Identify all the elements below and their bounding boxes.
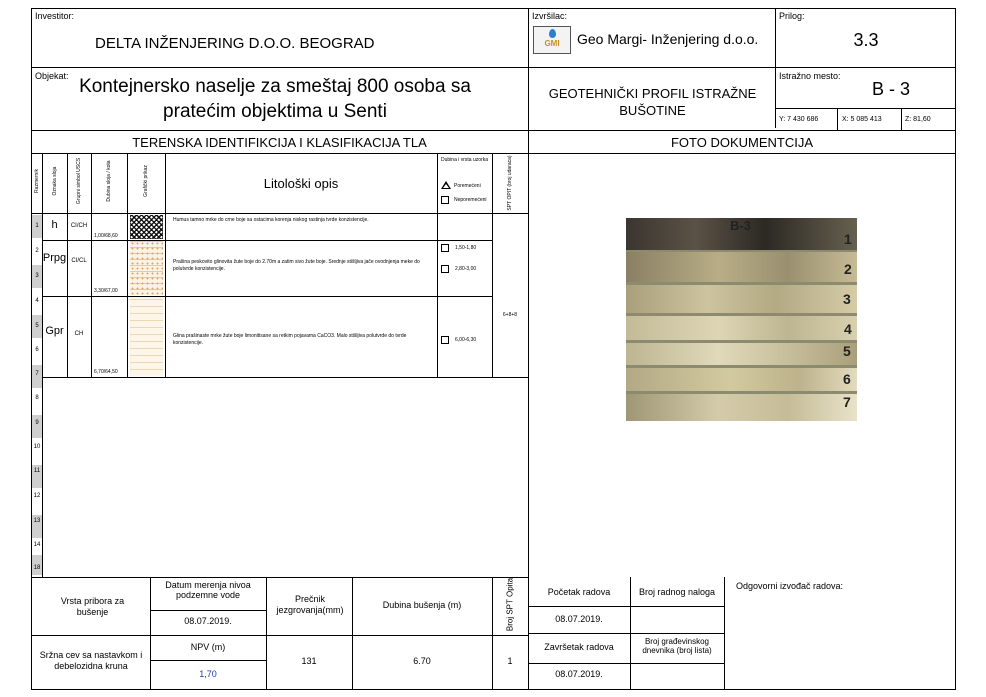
layer-depth: 1,00/68,60 <box>94 233 118 239</box>
equipment-value: Sržna cev sa nastavkom i debelozidna kruna <box>39 650 143 671</box>
divider <box>31 635 266 636</box>
coord-y: Y: 7 430 686 <box>779 116 819 123</box>
col-layer-mark: Oznaka sloja <box>52 166 58 196</box>
layer-description: Glina prašinaste mrke žute boje limonitisane sa retkim pojavama CaCO3. Malo stišljiva polutvrde do tvrde konzistencije. <box>173 333 407 346</box>
core-row-4 <box>626 316 857 340</box>
col-depth: Dubina sloja / kota <box>106 160 112 202</box>
row-number: 5 <box>35 323 39 329</box>
square-icon <box>441 196 449 204</box>
logo-text: GMI <box>544 39 560 48</box>
row-number: 10 <box>33 444 41 450</box>
photo-section-title: FOTO DOKUMENTCIJA <box>670 135 814 150</box>
divider <box>31 130 956 131</box>
coord-z: Z: 81,60 <box>905 116 931 123</box>
contractor-label: Odgovorni izvođač radova: <box>736 581 844 591</box>
layer-depth: 3,30/67,00 <box>94 288 118 294</box>
row-number: 1 <box>35 223 39 229</box>
layer-mark: Gpr <box>45 325 64 337</box>
box-number: 3 <box>843 291 851 307</box>
company-logo <box>533 26 571 54</box>
site-value: B - 3 <box>872 79 911 99</box>
divider <box>42 377 528 378</box>
core-row-6 <box>626 368 857 391</box>
layer-mark: h <box>51 219 58 231</box>
npv-value: 1,70 <box>199 669 217 679</box>
spt-count-value: 1 <box>507 656 513 666</box>
depth-label: Dubina bušenja (m) <box>382 600 462 610</box>
start-value: 08.07.2019. <box>555 614 603 624</box>
photo-label: B-3 <box>730 218 751 233</box>
divider <box>528 663 724 664</box>
col-scale: Razmernik <box>34 169 40 193</box>
diary-label: Broj građevinskog dnevnika (broj lista) <box>642 637 712 656</box>
divider <box>352 577 353 690</box>
spt-count-label: Broj SPT Opita <box>505 577 515 632</box>
row-number: 6 <box>35 347 39 353</box>
clay-pattern <box>130 297 163 376</box>
box-number: 2 <box>844 261 852 277</box>
col-graphic: Grafički prikaz <box>143 165 149 197</box>
box-number: 4 <box>844 321 852 337</box>
row-number: 7 <box>35 371 39 377</box>
investor-name: DELTA INŽENJERING D.O.O. BEOGRAD <box>95 35 375 52</box>
diameter-value: 131 <box>301 656 317 666</box>
coord-x: X: 5 085 413 <box>842 116 882 123</box>
row-number: 13 <box>33 518 41 524</box>
divider <box>837 108 838 130</box>
scale-shade <box>32 415 42 438</box>
attachment-value: 3.3 <box>853 30 879 50</box>
divider <box>31 153 956 154</box>
divider <box>266 577 267 690</box>
divider <box>31 67 956 68</box>
divider <box>528 633 724 634</box>
row-number: 4 <box>35 298 39 304</box>
spt-value: 6+8+8 <box>502 312 518 318</box>
layer-description: Prašina peskovito glinovita žute boje do 2.70m a zatim sivo žute boje. Srednje stišljiva jače ovodnjenja meke do polutvrde konzistencije. <box>173 259 420 272</box>
row-number: 2 <box>35 248 39 254</box>
divider <box>127 153 128 377</box>
end-label: Završetak radova <box>544 642 614 652</box>
water-drop-icon <box>549 29 556 38</box>
core-row-3 <box>626 285 857 313</box>
end-value: 08.07.2019. <box>555 669 603 679</box>
uscs-symbol: CI/CL <box>71 258 87 264</box>
uscs-symbol: CH <box>74 331 84 337</box>
profile-title-line-1: GEOTEHNIČKI PROFIL ISTRAŽNE <box>548 86 757 101</box>
divider <box>492 577 493 690</box>
box-number: 1 <box>844 231 852 247</box>
investor-label: Investitor: <box>35 11 75 21</box>
attachment-label: Prilog: <box>779 11 805 21</box>
object-label: Objekat: <box>35 71 69 81</box>
profile-title-line-2: BUŠOTINE <box>619 103 686 118</box>
box-number: 5 <box>843 343 851 359</box>
divider <box>901 108 902 130</box>
divider <box>150 610 266 611</box>
row-number: 3 <box>35 273 39 279</box>
square-icon <box>441 265 449 273</box>
uscs-symbol: CI/CH <box>70 223 88 229</box>
site-label: Istražno mesto: <box>779 71 841 81</box>
divider <box>492 153 493 377</box>
sample-depth: 2,80-3,00 <box>455 266 477 272</box>
core-row-7 <box>626 394 857 421</box>
triangle-icon-inner <box>443 184 449 188</box>
sample-depth: 1,50-1,80 <box>455 245 477 251</box>
executor-label: Izvršilac: <box>532 11 568 21</box>
row-number: 18 <box>33 565 41 571</box>
row-number: 9 <box>35 420 39 426</box>
divider <box>775 108 956 109</box>
field-section-title: TERENSKA IDENTIFIKCIJA I KLASIFIKACIJA TLA <box>132 135 427 150</box>
divider <box>42 153 43 577</box>
divider <box>724 577 725 690</box>
layer-mark: Prpg <box>42 252 67 264</box>
gw-date-label: Datum merenja nivoa podzemne vode <box>165 580 251 600</box>
start-label: Početak radova <box>547 587 611 597</box>
core-row-5 <box>626 343 857 365</box>
npv-label: NPV (m) <box>190 642 226 652</box>
divider <box>42 240 492 241</box>
core-row-2 <box>626 252 857 282</box>
row-number: 14 <box>33 542 41 548</box>
divider <box>91 153 92 377</box>
divider <box>775 8 776 128</box>
layer-description: Humus tamno mrke do crne boje sa ostacima korenja niskog rastinja tvrde konzistencije. <box>173 217 369 223</box>
col-description: Litološki opis <box>263 176 339 191</box>
box-number: 7 <box>843 394 851 410</box>
object-line-2: pratećim objektima u Senti <box>163 101 387 122</box>
depth-value: 6.70 <box>413 656 431 666</box>
row-number: 12 <box>33 493 41 499</box>
box-number: 6 <box>843 371 851 387</box>
divider <box>266 635 528 636</box>
square-icon <box>441 244 449 252</box>
col-spt: SPT OPIT (broj udaraca) <box>507 155 513 211</box>
col-sample-header: Dubina i vrsta uzorka <box>441 157 488 163</box>
divider <box>42 296 492 297</box>
divider <box>31 213 528 214</box>
disturbed-label: Poremećeni <box>454 183 481 189</box>
sample-depth: 6,00-6,30 <box>455 337 477 343</box>
row-number: 8 <box>35 395 39 401</box>
executor-name: Geo Margi- Inženjering d.o.o. <box>577 31 759 47</box>
core-photo <box>626 218 857 421</box>
order-label: Broj radnog naloga <box>638 587 716 597</box>
row-number: 11 <box>33 468 41 474</box>
silt-pattern <box>130 241 163 295</box>
gw-date-value: 08.07.2019. <box>184 616 232 626</box>
diameter-label: Prečnik jezgrovanja(mm) <box>276 594 344 615</box>
divider <box>150 660 266 661</box>
equipment-label: Vrsta pribora za bušenje <box>60 596 125 617</box>
object-line-1: Kontejnersko naselje za smeštaj 800 osoba sa <box>79 76 471 97</box>
divider <box>528 606 724 607</box>
humus-hatch <box>130 215 163 239</box>
layer-depth: 6,70/64,50 <box>94 369 118 375</box>
divider <box>31 577 528 578</box>
undisturbed-label: Neporemećeni <box>454 197 487 203</box>
divider <box>67 153 68 377</box>
col-group-symbol: Grupni simbol USCS <box>76 157 82 205</box>
divider <box>437 153 438 377</box>
square-icon <box>441 336 449 344</box>
